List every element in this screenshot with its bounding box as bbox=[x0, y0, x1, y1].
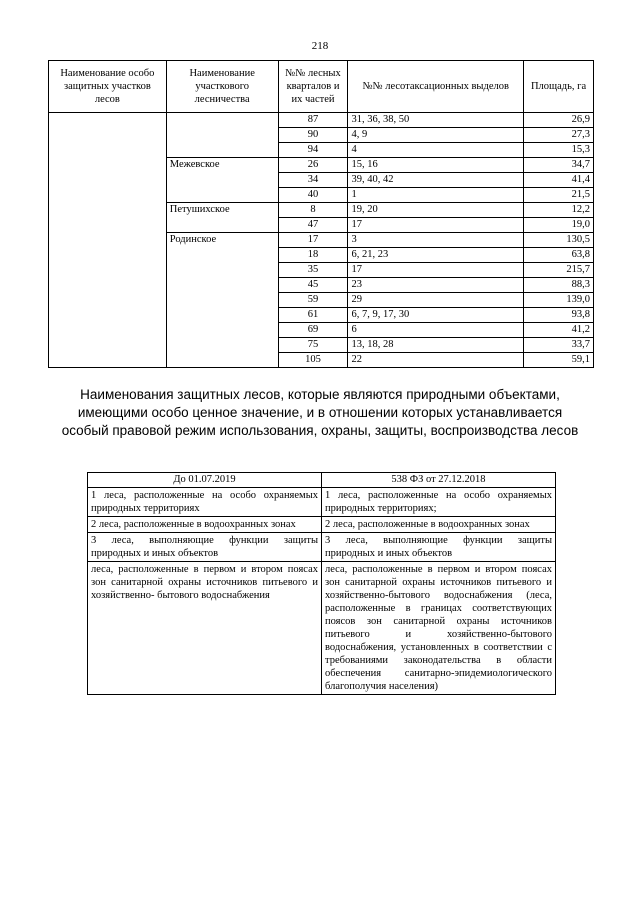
column-header: №№ лесных кварталов и их частей bbox=[278, 61, 348, 113]
area-cell: 27,3 bbox=[524, 128, 594, 143]
stand-cell: 19, 20 bbox=[348, 203, 524, 218]
forestry-cell: Петушихское bbox=[166, 203, 278, 233]
area-cell: 41,2 bbox=[524, 323, 594, 338]
table-row bbox=[49, 113, 594, 128]
stand-cell: 39, 40, 42 bbox=[348, 173, 524, 188]
protected-forest-areas-table bbox=[48, 60, 594, 368]
legislation-comparison-table bbox=[87, 472, 556, 695]
stand-cell: 17 bbox=[348, 218, 524, 233]
table-header-row bbox=[88, 473, 556, 488]
column-header-before: До 01.07.2019 bbox=[88, 473, 322, 488]
area-cell: 19,0 bbox=[524, 218, 594, 233]
stand-cell: 3 bbox=[348, 233, 524, 248]
quarter-cell: 94 bbox=[278, 143, 348, 158]
quarter-cell: 75 bbox=[278, 338, 348, 353]
quarter-cell: 35 bbox=[278, 263, 348, 278]
stand-cell: 22 bbox=[348, 353, 524, 368]
stand-cell: 4 bbox=[348, 143, 524, 158]
stand-cell: 4, 9 bbox=[348, 128, 524, 143]
before-cell: 1 леса, расположенные на особо охраняемых природных территориях bbox=[88, 488, 322, 517]
quarter-cell: 47 bbox=[278, 218, 348, 233]
area-cell: 26,9 bbox=[524, 113, 594, 128]
quarter-cell: 40 bbox=[278, 188, 348, 203]
forestry-cell bbox=[166, 113, 278, 158]
before-cell: 2 леса, расположенные в водоохранных зонах bbox=[88, 517, 322, 533]
stand-cell: 1 bbox=[348, 188, 524, 203]
before-cell: 3 леса, выполняющие функции защиты природных и иных объектов bbox=[88, 533, 322, 562]
table-row bbox=[88, 517, 556, 533]
area-cell: 63,8 bbox=[524, 248, 594, 263]
stand-cell: 13, 18, 28 bbox=[348, 338, 524, 353]
stand-cell: 29 bbox=[348, 293, 524, 308]
table-header-row bbox=[49, 61, 594, 113]
quarter-cell: 61 bbox=[278, 308, 348, 323]
area-cell: 59,1 bbox=[524, 353, 594, 368]
section-heading: Наименования защитных лесов, которые являются природными объектами, имеющими особо ценное значение, и в отношении которых устанавливается особый правовой режим использования, охраны, защиты, воспроизводства лесов bbox=[61, 387, 579, 438]
area-cell: 88,3 bbox=[524, 278, 594, 293]
quarter-cell: 26 bbox=[278, 158, 348, 173]
quarter-cell: 105 bbox=[278, 353, 348, 368]
law-cell: 2 леса, расположенные в водоохранных зонах bbox=[322, 517, 556, 533]
column-header: №№ лесотаксационных выделов bbox=[348, 61, 524, 113]
area-cell: 21,5 bbox=[524, 188, 594, 203]
column-header: Площадь, га bbox=[524, 61, 594, 113]
area-cell: 34,7 bbox=[524, 158, 594, 173]
quarter-cell: 8 bbox=[278, 203, 348, 218]
stand-cell: 31, 36, 38, 50 bbox=[348, 113, 524, 128]
quarter-cell: 45 bbox=[278, 278, 348, 293]
law-cell: 3 леса, выполняющие функции защиты природных и иных объектов bbox=[322, 533, 556, 562]
law-cell: 1 леса, расположенные на особо охраняемых природных территориях; bbox=[322, 488, 556, 517]
forestry-cell: Межевское bbox=[166, 158, 278, 203]
quarter-cell: 34 bbox=[278, 173, 348, 188]
area-cell: 41,4 bbox=[524, 173, 594, 188]
before-cell: леса, расположенные в первом и втором поясах зон санитарной охраны источников питьевого и хозяйственно- бытового водоснабжения bbox=[88, 562, 322, 695]
quarter-cell: 59 bbox=[278, 293, 348, 308]
law-cell: леса, расположенные в первом и втором поясах зон санитарной охраны источников питьевого и хозяйственно-бытового водоснабжения (леса, расположенные в границах соответствующих поясов зон санитарной охраны источников питьевого и хозяйственно-бытового водоснабжения, установленных в соответствии с требованиями законодательства в области обеспечения санитарно-эпидемиологического благополучия населения) bbox=[322, 562, 556, 695]
area-cell: 33,7 bbox=[524, 338, 594, 353]
quarter-cell: 87 bbox=[278, 113, 348, 128]
area-cell: 139,0 bbox=[524, 293, 594, 308]
area-cell: 93,8 bbox=[524, 308, 594, 323]
column-header: Наименование участкового лесничества bbox=[166, 61, 278, 113]
quarter-cell: 69 bbox=[278, 323, 348, 338]
forestry-cell: Родинское bbox=[166, 233, 278, 368]
stand-cell: 6, 7, 9, 17, 30 bbox=[348, 308, 524, 323]
stand-cell: 6, 21, 23 bbox=[348, 248, 524, 263]
quarter-cell: 18 bbox=[278, 248, 348, 263]
area-cell: 15,3 bbox=[524, 143, 594, 158]
protected-area-name-cell bbox=[49, 113, 167, 368]
area-cell: 215,7 bbox=[524, 263, 594, 278]
column-header-law: 538 ФЗ от 27.12.2018 bbox=[322, 473, 556, 488]
area-cell: 130,5 bbox=[524, 233, 594, 248]
table-row bbox=[88, 562, 556, 695]
quarter-cell: 90 bbox=[278, 128, 348, 143]
table-row bbox=[88, 488, 556, 517]
table-row bbox=[88, 533, 556, 562]
page-number: 218 bbox=[311, 40, 329, 52]
column-header: Наименование особо защитных участков лесов bbox=[49, 61, 167, 113]
stand-cell: 6 bbox=[348, 323, 524, 338]
area-cell: 12,2 bbox=[524, 203, 594, 218]
stand-cell: 15, 16 bbox=[348, 158, 524, 173]
quarter-cell: 17 bbox=[278, 233, 348, 248]
stand-cell: 17 bbox=[348, 263, 524, 278]
stand-cell: 23 bbox=[348, 278, 524, 293]
